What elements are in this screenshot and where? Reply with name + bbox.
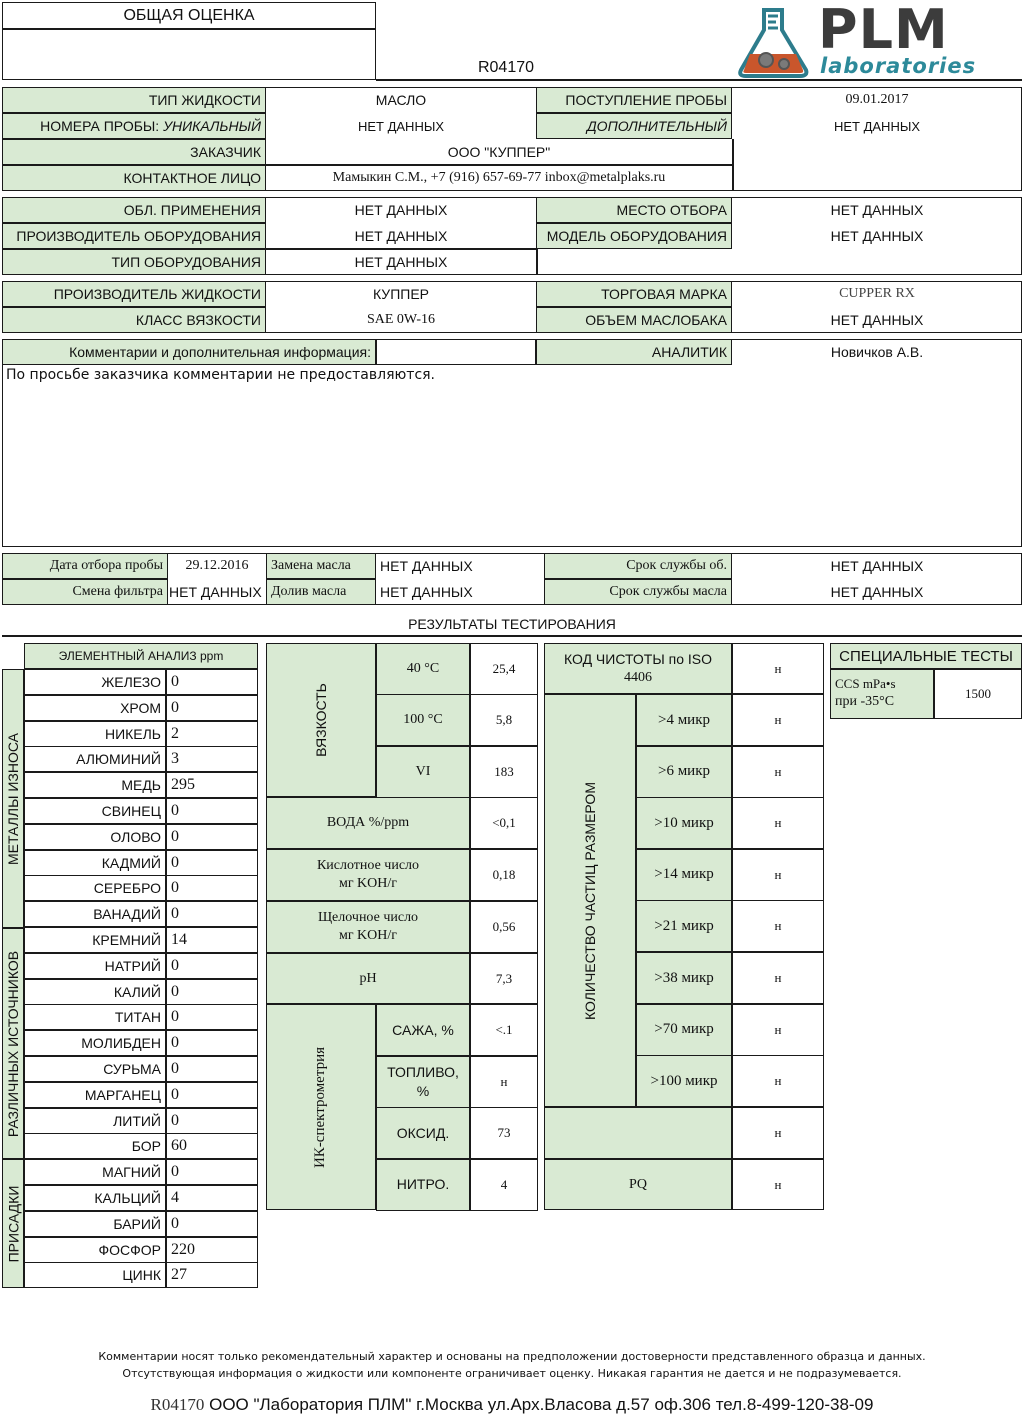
element-name: КАДМИЙ bbox=[24, 850, 166, 876]
element-value: 0 bbox=[166, 850, 258, 876]
group-various-sources: РАЗЛИЧНЫХ ИСТОЧНИКОВ bbox=[2, 928, 24, 1159]
equip-life-value: НЕТ ДАННЫХ bbox=[830, 558, 924, 574]
topup-label: Долив масла bbox=[266, 579, 376, 605]
element-name: МАРГАНЕЦ bbox=[24, 1082, 166, 1108]
element-name: БОР bbox=[24, 1133, 166, 1159]
element-name: МАГНИЙ bbox=[24, 1159, 166, 1185]
receipt-value: 09.01.2017 bbox=[845, 92, 909, 107]
comment-text: По просьбе заказчика комментарии не предоставляются. bbox=[6, 367, 436, 383]
sample-numbers-label bbox=[2, 113, 266, 139]
particle-row-name: >70 микр bbox=[636, 1004, 732, 1056]
contact-value: Мамыкин С.М., +7 (916) 657-69-77 inbox@metalplaks.ru bbox=[332, 170, 666, 185]
element-value: 0 bbox=[166, 669, 258, 695]
plm-logo bbox=[736, 0, 1016, 78]
element-name: НАТРИЙ bbox=[24, 953, 166, 979]
viscosity-row-value: 183 bbox=[470, 746, 538, 798]
brand-label: ТОРГОВАЯ МАРКА bbox=[536, 281, 732, 307]
receipt-label: ПОСТУПЛЕНИЕ ПРОБЫ bbox=[536, 87, 732, 113]
equip-model-label: МОДЕЛЬ ОБОРУДОВАНИЯ bbox=[536, 223, 732, 249]
ir-group: ИК-спектрометрия bbox=[266, 1004, 376, 1210]
element-name: СУРЬМА bbox=[24, 1056, 166, 1082]
viscosity-row-name: VI bbox=[376, 746, 470, 798]
unique-value: НЕТ ДАННЫХ bbox=[357, 118, 445, 134]
viscosity-row-value: 25,4 bbox=[470, 643, 538, 695]
element-name: МЕДЬ bbox=[24, 772, 166, 798]
element-value: 0 bbox=[166, 798, 258, 824]
element-value: 220 bbox=[166, 1237, 258, 1263]
particle-row-value: н bbox=[732, 849, 824, 901]
contact-label: КОНТАКТНОЕ ЛИЦО bbox=[2, 165, 266, 191]
element-value: 0 bbox=[166, 901, 258, 927]
equip-type-value: НЕТ ДАННЫХ bbox=[354, 254, 448, 270]
tan-value: 0,18 bbox=[470, 849, 538, 901]
sampling-date-value: 29.12.2016 bbox=[185, 558, 249, 573]
element-name: КАЛИЙ bbox=[24, 979, 166, 1005]
special-tests-title: СПЕЦИАЛЬНЫЕ ТЕСТЫ bbox=[830, 643, 1022, 669]
oil-life-value: НЕТ ДАННЫХ bbox=[830, 584, 924, 600]
group-additives: ПРИСАДКИ bbox=[2, 1159, 24, 1288]
pq-value: н bbox=[732, 1159, 824, 1210]
element-value: 0 bbox=[166, 875, 258, 901]
footer-report-id: R04170 bbox=[150, 1395, 205, 1414]
ir-row-value: <.1 bbox=[470, 1004, 538, 1056]
results-title: РЕЗУЛЬТАТЫ ТЕСТИРОВАНИЯ bbox=[408, 616, 616, 632]
extra-value: н bbox=[732, 1107, 824, 1159]
element-name: КРЕМНИЙ bbox=[24, 927, 166, 953]
particle-row-value: н bbox=[732, 746, 824, 798]
element-name: МОЛИБДЕН bbox=[24, 1030, 166, 1056]
element-name: ФОСФОР bbox=[24, 1237, 166, 1263]
particle-row-value: н bbox=[732, 900, 824, 952]
fluid-maker-value: КУППЕР bbox=[372, 286, 429, 302]
element-name: ВАНАДИЙ bbox=[24, 901, 166, 927]
ir-row-value: 73 bbox=[470, 1107, 538, 1159]
particle-row-name: >6 микр bbox=[636, 746, 732, 798]
element-value: 0 bbox=[166, 1004, 258, 1030]
element-value: 0 bbox=[166, 1030, 258, 1056]
equip-maker-label: ПРОИЗВОДИТЕЛЬ ОБОРУДОВАНИЯ bbox=[2, 223, 266, 249]
element-value: 0 bbox=[166, 695, 258, 721]
tank-volume-value: НЕТ ДАННЫХ bbox=[830, 312, 924, 328]
element-value: 0 bbox=[166, 1056, 258, 1082]
customer-label: ЗАКАЗЧИК bbox=[2, 139, 266, 165]
viscosity-group: ВЯЗКОСТЬ bbox=[266, 643, 376, 797]
sampling-date-label: Дата отбора пробы bbox=[2, 553, 168, 579]
particle-row-value: н bbox=[732, 1004, 824, 1056]
particle-row-value: н bbox=[732, 797, 824, 849]
particle-row-value: н bbox=[732, 1055, 824, 1107]
element-value: 0 bbox=[166, 1159, 258, 1185]
viscosity-class-label: КЛАСС ВЯЗКОСТИ bbox=[2, 307, 266, 333]
logo-big-text: PLM bbox=[818, 0, 949, 61]
disclaimer-line-1: Комментарии носят только рекомендательный характер и основаны на предположении достоверности представленного образца и данных. bbox=[98, 1349, 926, 1363]
topup-value: НЕТ ДАННЫХ bbox=[380, 584, 473, 600]
brand-value: CUPPER RX bbox=[839, 286, 915, 301]
fluid-type-value: МАСЛО bbox=[375, 92, 427, 108]
oil-change-value: НЕТ ДАННЫХ bbox=[380, 558, 473, 574]
element-value: 0 bbox=[166, 1211, 258, 1237]
viscosity-row-name: 100 °С bbox=[376, 694, 470, 746]
particle-row-value: н bbox=[732, 694, 824, 746]
sample-numbers-text: НОМЕРА ПРОБЫ: bbox=[40, 118, 160, 134]
element-name: ЖЕЛЕЗО bbox=[24, 669, 166, 695]
element-name: КАЛЬЦИЙ bbox=[24, 1185, 166, 1211]
water-value: <0,1 bbox=[470, 797, 538, 849]
element-value: 0 bbox=[166, 979, 258, 1005]
particle-row-name: >4 микр bbox=[636, 694, 732, 746]
additional-label: ДОПОЛНИТЕЛЬНЫЙ bbox=[536, 113, 732, 139]
element-value: 27 bbox=[166, 1262, 258, 1288]
element-value: 14 bbox=[166, 927, 258, 953]
viscosity-class-value: SAE 0W-16 bbox=[366, 312, 436, 327]
group-wear-metals: МЕТАЛЛЫ ИЗНОСА bbox=[2, 669, 24, 928]
equip-type-label: ТИП ОБОРУДОВАНИЯ bbox=[2, 249, 266, 275]
application-value: НЕТ ДАННЫХ bbox=[354, 202, 448, 218]
tan-label: Кислотное число мг KOH/г bbox=[266, 849, 470, 901]
element-name: СВИНЕЦ bbox=[24, 798, 166, 824]
oil-change-label: Замена масла bbox=[266, 553, 376, 579]
viscosity-row-name: 40 °С bbox=[376, 643, 470, 695]
particle-row-name: >10 микр bbox=[636, 797, 732, 849]
particle-row-value: н bbox=[732, 952, 824, 1004]
sampling-place-label: МЕСТО ОТБОРА bbox=[536, 197, 732, 223]
fluid-maker-label: ПРОИЗВОДИТЕЛЬ ЖИДКОСТИ bbox=[2, 281, 266, 307]
equip-model-value: НЕТ ДАННЫХ bbox=[830, 228, 924, 244]
filter-change-value: НЕТ ДАННЫХ bbox=[169, 584, 262, 600]
element-name: ХРОМ bbox=[24, 695, 166, 721]
element-value: 0 bbox=[166, 1108, 258, 1134]
tbn-label: Щелочное число мг KOH/г bbox=[266, 901, 470, 953]
footer-company-line bbox=[0, 1392, 1024, 1418]
particle-row-name: >100 микр bbox=[636, 1055, 732, 1107]
equip-life-label: Срок службы об. bbox=[544, 553, 732, 579]
logo-small-text: laboratories bbox=[820, 54, 977, 78]
viscosity-row-value: 5,8 bbox=[470, 694, 538, 746]
element-value: 2 bbox=[166, 721, 258, 747]
element-value: 0 bbox=[166, 824, 258, 850]
ir-row-value: н bbox=[470, 1056, 538, 1108]
water-label: ВОДА %/ppm bbox=[266, 797, 470, 849]
pq-label: PQ bbox=[544, 1159, 732, 1210]
oil-life-label: Срок службы масла bbox=[544, 579, 732, 605]
element-name: СЕРЕБРО bbox=[24, 875, 166, 901]
element-value: 0 bbox=[166, 1082, 258, 1108]
report-id: R04170 bbox=[477, 59, 535, 76]
particle-row-name: >38 микр bbox=[636, 952, 732, 1004]
fluid-type-label: ТИП ЖИДКОСТИ bbox=[2, 87, 266, 113]
element-name: ТИТАН bbox=[24, 1004, 166, 1030]
tank-volume-label: ОБЪЕМ МАСЛОБАКА bbox=[536, 307, 732, 333]
ph-label: pH bbox=[266, 953, 470, 1004]
cleanliness-value: н bbox=[732, 643, 824, 694]
ir-row-value: 4 bbox=[470, 1159, 538, 1211]
ir-row-name: НИТРО. bbox=[376, 1159, 470, 1211]
cleanliness-label: КОД ЧИСТОТЫ по ISO 4406 bbox=[544, 643, 732, 694]
application-label: ОБЛ. ПРИМЕНЕНИЯ bbox=[2, 197, 266, 223]
particle-row-name: >21 микр bbox=[636, 900, 732, 952]
element-name: АЛЮМИНИЙ bbox=[24, 746, 166, 772]
particle-row-name: >14 микр bbox=[636, 849, 732, 901]
element-value: 0 bbox=[166, 953, 258, 979]
customer-value: ООО "КУППЕР" bbox=[447, 144, 551, 160]
particles-group: КОЛИЧЕСТВО ЧАСТИЦ РАЗМЕРОМ bbox=[544, 694, 636, 1107]
ph-value: 7,3 bbox=[470, 953, 538, 1004]
filter-change-label: Смена фильтра bbox=[2, 579, 168, 605]
tbn-value: 0,56 bbox=[470, 901, 538, 953]
footer-company: ООО "Лаборатория ПЛМ" г.Москва ул.Арх.Власова д.57 оф.306 тел.8-499-120-38-09 bbox=[209, 1395, 874, 1414]
element-name: ЛИТИЙ bbox=[24, 1108, 166, 1134]
unique-label: УНИКАЛЬНЫЙ bbox=[163, 118, 261, 134]
overall-assessment-title: ОБЩАЯ ОЦЕНКА bbox=[123, 7, 255, 24]
analyst-value: Новичков А.В. bbox=[830, 344, 924, 360]
comments-blank bbox=[376, 339, 536, 365]
extra-blank-cell bbox=[544, 1107, 732, 1159]
element-value: 4 bbox=[166, 1185, 258, 1211]
element-name: БАРИЙ bbox=[24, 1211, 166, 1237]
ir-row-name: ТОПЛИВО, % bbox=[376, 1056, 470, 1108]
ccs-value: 1500 bbox=[934, 669, 1022, 719]
disclaimer-line-2: Отсутствующая информация о жидкости или компоненте ограничивает оценку. Никакая гарантия не дается и не подразумевается. bbox=[122, 1366, 902, 1380]
sampling-place-value: НЕТ ДАННЫХ bbox=[830, 202, 924, 218]
element-name: НИКЕЛЬ bbox=[24, 721, 166, 747]
element-name: ЦИНК bbox=[24, 1262, 166, 1288]
ir-row-name: САЖА, % bbox=[376, 1004, 470, 1056]
element-value: 3 bbox=[166, 746, 258, 772]
elements-title: ЭЛЕМЕНТНЫЙ АНАЛИЗ ppm bbox=[24, 643, 258, 669]
ir-row-name: ОКСИД. bbox=[376, 1107, 470, 1159]
element-value: 60 bbox=[166, 1133, 258, 1159]
additional-value: НЕТ ДАННЫХ bbox=[833, 118, 921, 134]
comments-label: Комментарии и дополнительная информация: bbox=[2, 339, 376, 365]
analyst-label: АНАЛИТИК bbox=[536, 339, 732, 365]
flask-logo-icon bbox=[736, 4, 812, 78]
element-name: ОЛОВО bbox=[24, 824, 166, 850]
equip-maker-value: НЕТ ДАННЫХ bbox=[354, 228, 448, 244]
ccs-label: CCS mPa•s при -35°С bbox=[830, 669, 934, 719]
element-value: 295 bbox=[166, 772, 258, 798]
